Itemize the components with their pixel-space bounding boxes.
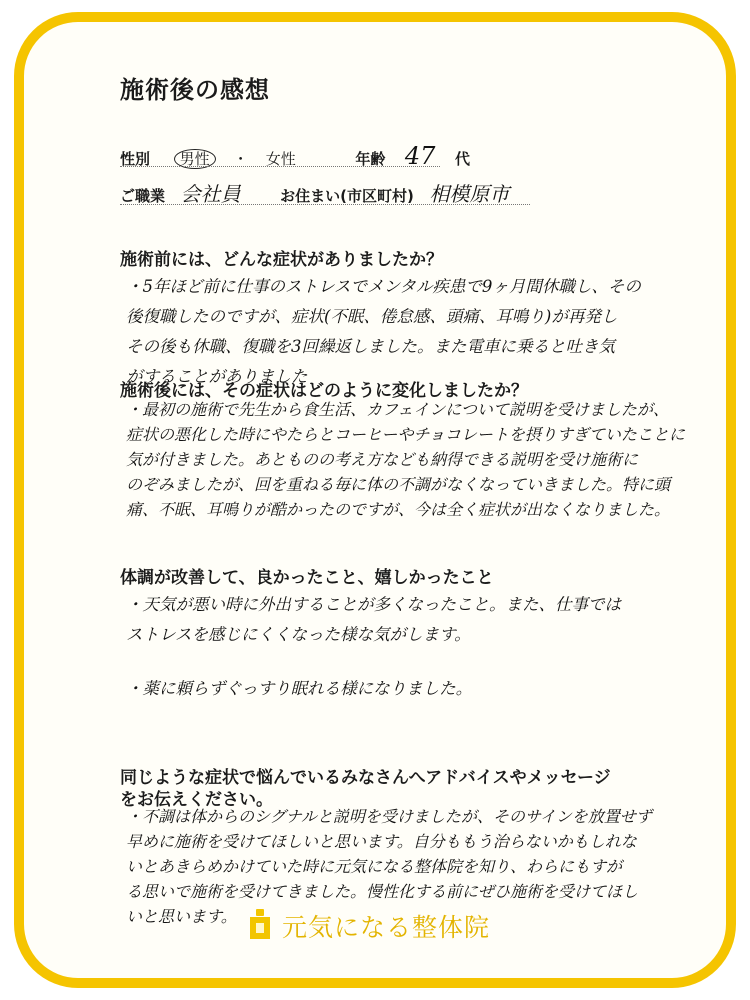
answer-good-things-2: ・薬に頼らずぐっすり眠れる様になりました。 [126,679,473,698]
page-title: 施術後の感想 [120,76,270,104]
residence-label: お住まい(市区町村) [280,187,414,205]
question-before-treatment: 施術前には、どんな症状がありましたか？ [120,250,443,270]
question-advice: 同じような症状で悩んでいるみなさんへアドバイスやメッセージ [120,768,611,788]
gender-male-selected: 男性 [174,149,216,169]
age-value: 47 [404,142,436,170]
age-unit: 代 [455,150,471,168]
profile-underline-2 [120,204,530,205]
brand-name: 元気になる整体院 [282,913,491,942]
answer-good-things: ・天気が悪い時に外出することが多くなったこと。また、仕事では ストレスを感じにくくなった様な気がします。 [126,595,621,644]
answer-after-treatment: ・最初の施術で先生から食生活、カフェインについて説明を受けましたが、 症状の悪化した時にやたらとコーヒーやチョコレートを摂りすぎていたことに 気が付きました。あとものの考え方なども納得できる説明を受け施術に のぞみましたが、回を重ねる毎に体の不調がなくなっていきました。特に頭 痛、不眠、耳鳴りが酷かったのですが、今は全く症状が出なくなりました。 [126,400,685,519]
occupation-value: 会社員 [180,182,241,206]
question-after-treatment: 施術後には、その症状はどのように変化しましたか？ [120,381,528,401]
clinic-logo-icon [248,909,274,943]
gender-female-option: 女性 [265,150,296,168]
age-label: 年齢 [355,150,386,168]
question-good-things: 体調が改善して、良かったこと、嬉しかったこと [120,568,494,588]
footer-brand [248,908,490,944]
occupation-label: ご職業 [120,187,166,205]
gender-label: 性別 [120,150,151,168]
profile-underline-1 [120,166,440,167]
residence-value: 相模原市 [429,182,510,206]
gender-separator: ・ [233,150,249,168]
question-advice-line2: をお伝えください。 [120,790,273,810]
answer-advice: ・不調は体からのシグナルと説明を受けましたが、そのサインを放置せず 早めに施術を受けてほしいと思います。自分ももう治らないかもしれな いとあきらめかけていた時に元気になる整体院を知り、わらにもすが る思いで施術を受けてきました。慢性化する前にぜひ施術を受けてほし いと思います。 [126,807,652,926]
occupation-residence-row [120,178,509,207]
answer-before-treatment: ・5年ほど前に仕事のストレスでメンタル疾患で9ヶ月間休職し、その 後復職したのですが、症状(不眠、倦怠感、頭痛、耳鳴り)が再発し その後も休職、復職を3回繰返しました。また電車に乗ると吐き気 がすることがありました [126,277,641,386]
